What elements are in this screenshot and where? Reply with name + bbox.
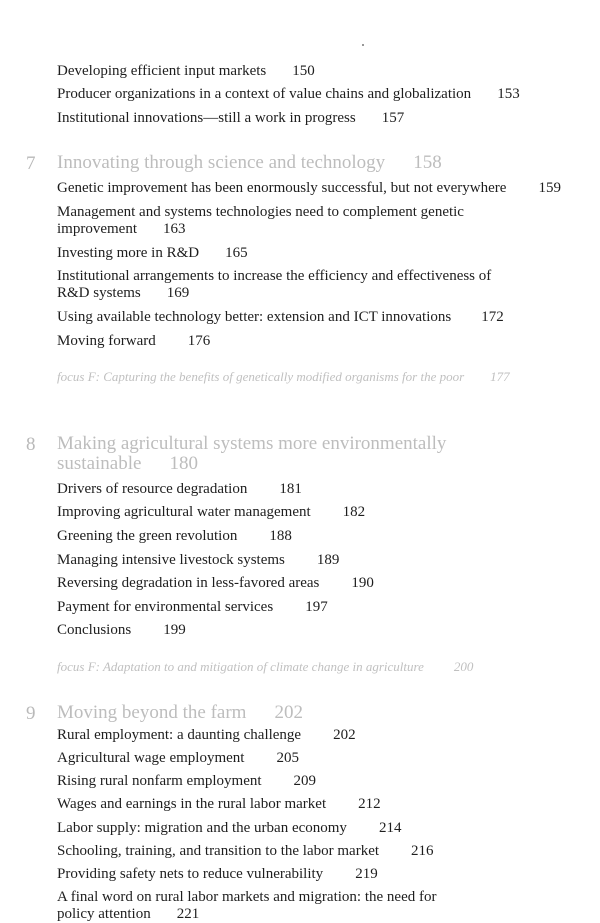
entry-title: Rising rural nonfarm employment bbox=[57, 773, 262, 789]
entry-page: 188 bbox=[269, 528, 292, 544]
entry-page: 169 bbox=[166, 285, 190, 301]
toc-entry[interactable] bbox=[57, 599, 577, 616]
focus-title: focus F: Capturing the benefits of genetically modified organisms for the poor bbox=[57, 369, 465, 384]
entry-page: 190 bbox=[351, 575, 374, 591]
entry-page: 212 bbox=[358, 796, 381, 812]
entry-title: Wages and earnings in the rural labor market bbox=[57, 796, 327, 812]
chapter-page: 180 bbox=[169, 453, 198, 474]
focus-title: focus F: Adaptation to and mitigation of climate change in agriculture bbox=[57, 659, 424, 674]
entry-title: Institutional arrangements to increase the efficiency and effectiveness of R&D systems bbox=[57, 268, 492, 301]
entry-page: 216 bbox=[411, 843, 434, 859]
entry-title: Institutional innovations—still a work in progress bbox=[57, 110, 356, 126]
entry-page: 205 bbox=[276, 750, 299, 766]
entry-title: Drivers of resource degradation bbox=[57, 481, 248, 497]
entry-title: Management and systems technologies need to complement genetic improvement bbox=[57, 204, 464, 237]
toc-entry[interactable] bbox=[57, 866, 577, 883]
entry-page: 157 bbox=[381, 110, 405, 126]
chapter-number: 8 bbox=[26, 434, 36, 455]
entry-page: 209 bbox=[293, 773, 317, 789]
toc-entry[interactable] bbox=[57, 110, 577, 127]
chapter-page: 158 bbox=[413, 152, 442, 173]
entry-title: Labor supply: migration and the urban economy bbox=[57, 820, 347, 836]
focus-page: 200 bbox=[453, 659, 474, 674]
entry-page: 219 bbox=[355, 866, 378, 882]
toc-entry[interactable] bbox=[57, 750, 577, 767]
entry-page: 214 bbox=[378, 820, 402, 836]
entry-title: Reversing degradation in less-favored areas bbox=[57, 575, 320, 591]
chapter-heading[interactable] bbox=[57, 434, 512, 474]
entry-title: Conclusions bbox=[57, 622, 132, 638]
entry-title: Producer organizations in a context of value chains and globalization bbox=[57, 86, 472, 102]
entry-page: 165 bbox=[225, 245, 248, 261]
toc-entry[interactable] bbox=[57, 796, 577, 813]
entry-page: 172 bbox=[481, 309, 504, 325]
entry-title: Greening the green revolution bbox=[57, 528, 238, 544]
entry-title: Rural employment: a daunting challenge bbox=[57, 727, 302, 743]
scan-speck bbox=[362, 44, 364, 46]
chapter-title: Moving beyond the farm bbox=[57, 702, 247, 723]
entry-page: 153 bbox=[497, 86, 520, 102]
chapter-page: 202 bbox=[274, 702, 303, 723]
entry-title: Schooling, training, and transition to the labor market bbox=[57, 843, 380, 859]
entry-title: Improving agricultural water management bbox=[57, 504, 311, 520]
entry-page: 197 bbox=[305, 599, 328, 615]
toc-entry[interactable] bbox=[57, 63, 577, 80]
entry-title: Using available technology better: extension and ICT innovations bbox=[57, 309, 452, 325]
toc-entry[interactable] bbox=[57, 528, 577, 545]
toc-entry[interactable] bbox=[57, 245, 577, 262]
entry-title: Payment for environmental services bbox=[57, 599, 274, 615]
toc-entry[interactable] bbox=[57, 504, 577, 521]
entry-title: Agricultural wage employment bbox=[57, 750, 245, 766]
toc-entry[interactable] bbox=[57, 820, 577, 837]
chapter-title: Innovating through science and technology bbox=[57, 152, 386, 173]
chapter-number: 9 bbox=[26, 703, 36, 724]
entry-page: 176 bbox=[187, 333, 211, 349]
toc-entry[interactable] bbox=[57, 727, 577, 744]
toc-entry[interactable] bbox=[57, 843, 577, 860]
entry-page: 150 bbox=[292, 63, 315, 79]
entry-page: 221 bbox=[176, 906, 200, 922]
chapter-heading[interactable] bbox=[57, 703, 537, 723]
toc-entry[interactable] bbox=[57, 575, 577, 592]
toc-entry[interactable] bbox=[57, 180, 577, 197]
entry-page: 159 bbox=[538, 180, 561, 196]
toc-entry[interactable] bbox=[57, 268, 527, 302]
entry-title: Managing intensive livestock systems bbox=[57, 552, 285, 568]
focus-entry[interactable] bbox=[57, 657, 587, 676]
chapter-heading[interactable] bbox=[57, 153, 537, 173]
toc-entry[interactable] bbox=[57, 204, 507, 238]
toc-entry[interactable] bbox=[57, 773, 577, 790]
toc-entry[interactable] bbox=[57, 309, 577, 326]
entry-title: Genetic improvement has been enormously successful, but not everywhere bbox=[57, 180, 507, 196]
chapter-title: Making agricultural systems more environmentally sustainable bbox=[57, 433, 447, 474]
entry-title: A final word on rural labor markets and migration: the need for policy attention bbox=[57, 889, 437, 922]
entry-page: 202 bbox=[333, 727, 356, 743]
toc-entry[interactable] bbox=[57, 333, 577, 350]
entry-page: 199 bbox=[163, 622, 186, 638]
toc-entry[interactable] bbox=[57, 552, 577, 569]
entry-title: Developing efficient input markets bbox=[57, 63, 267, 79]
toc-entry[interactable] bbox=[57, 481, 577, 498]
entry-page: 163 bbox=[162, 221, 186, 237]
toc-entry[interactable] bbox=[57, 622, 577, 639]
focus-page: 177 bbox=[490, 369, 510, 384]
entry-page: 181 bbox=[279, 481, 302, 497]
entry-title: Moving forward bbox=[57, 333, 156, 349]
entry-title: Providing safety nets to reduce vulnerability bbox=[57, 866, 324, 882]
focus-entry[interactable] bbox=[57, 367, 527, 386]
entry-page: 189 bbox=[316, 552, 340, 568]
entry-title: Investing more in R&D bbox=[57, 245, 200, 261]
entry-page: 182 bbox=[342, 504, 366, 520]
chapter-number: 7 bbox=[26, 153, 36, 174]
toc-entry[interactable] bbox=[57, 86, 577, 103]
